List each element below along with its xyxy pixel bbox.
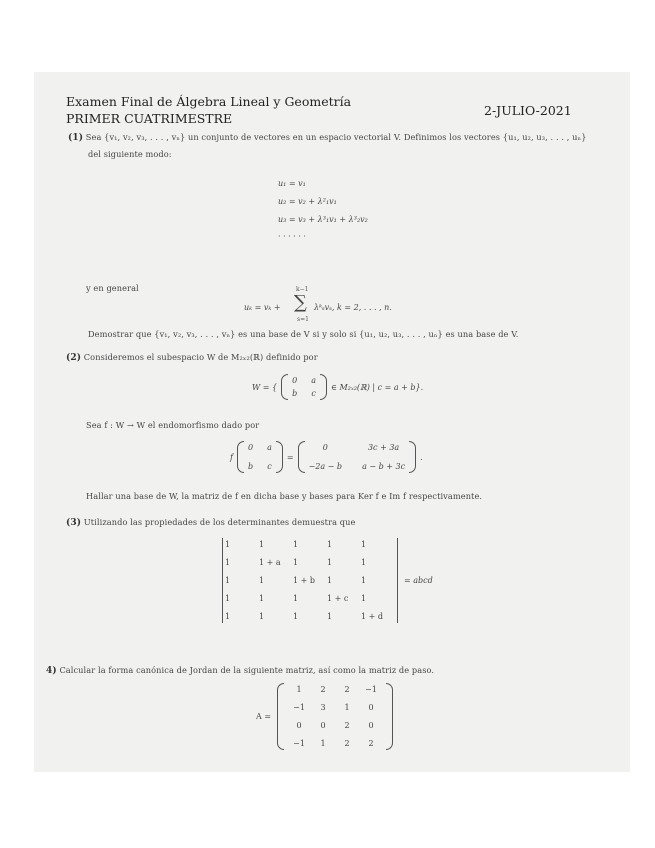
problem-1-line-1 (68, 132, 587, 143)
equation-u2: u₂ = v₂ + λ²₁v₁ (278, 197, 337, 206)
determinant-cell: 1 (293, 612, 299, 621)
determinant-cell: 1 (259, 594, 265, 603)
determinant-cell: 1 (293, 558, 299, 567)
matrix-a-cell: −1 (365, 685, 377, 694)
exam-subtitle: PRIMER CUATRIMESTRE (66, 111, 233, 126)
f-argument-matrix (237, 441, 283, 473)
matrix-a-grid (284, 683, 386, 750)
problem-1-line-2: del siguiente modo: (88, 149, 172, 159)
f-arg-left-bracket (237, 441, 244, 473)
determinant-cell: 1 (259, 540, 265, 549)
matrix-a-cell: 0 (296, 721, 302, 730)
matrix-a-left-bracket (277, 683, 284, 750)
determinant-right-bar (397, 538, 398, 623)
summation-symbol: ∑ (294, 292, 307, 313)
determinant-cell: 1 + d (361, 612, 383, 621)
determinant-cell: 1 (327, 576, 333, 585)
determinant (222, 538, 398, 623)
determinant-grid (223, 538, 397, 623)
f-label: f (230, 452, 233, 462)
f-image-cell: −2a − b (308, 462, 343, 471)
matrix-a-cell: 2 (368, 739, 374, 748)
determinant-cell: 1 (361, 540, 367, 549)
matrix-a-cell: 1 (320, 739, 326, 748)
matrix-a-cell: 1 (344, 703, 350, 712)
determinant-cell: 1 (225, 612, 231, 621)
f-arg-cell: c (267, 462, 272, 471)
f-image-right-bracket (409, 441, 416, 473)
endomorphism-intro: Sea f : W → W el endomorfismo dado por (86, 420, 260, 430)
problem-2-intro: Consideremos el subespacio W de M₂ₓ₂(ℝ) definido por (83, 352, 318, 362)
determinant-cell: 1 (225, 576, 231, 585)
f-arg-cell: b (247, 462, 254, 471)
determinant-cell: 1 (327, 612, 333, 621)
problem-2-line-1 (66, 352, 318, 363)
w-matrix-right-bracket (320, 374, 327, 400)
w-matrix (281, 374, 327, 400)
determinant-cell: 1 + c (327, 594, 349, 603)
f-image-cell: 0 (322, 443, 328, 452)
w-matrix-left-bracket (281, 374, 288, 400)
matrix-a-cell: 0 (368, 721, 374, 730)
w-matrix-cell: a (311, 376, 317, 385)
determinant-cell: 1 (225, 558, 231, 567)
endomorphism-definition (230, 441, 423, 473)
f-dot: . (420, 452, 423, 462)
w-matrix-cell: b (292, 389, 298, 398)
sum-upper-limit: k−1 (296, 286, 309, 293)
f-arg-cell: 0 (247, 443, 254, 452)
determinant-cell: 1 (361, 576, 367, 585)
f-arg-cell: a (267, 443, 272, 452)
problem-4-number: 4) (46, 666, 57, 676)
determinant-cell: 1 (327, 540, 333, 549)
problem-4-line-1 (46, 665, 434, 676)
determinant-cell: 1 (225, 594, 231, 603)
problem-1-conclusion: Demostrar que {v₁, v₂, v₃, . . . , vₙ} es una base de V si y solo si {u₁, u₂, u₃, . . . , uₙ} es una base de V. (88, 329, 519, 339)
problem-2-task: Hallar una base de W, la matriz de f en dicha base y bases para Ker f e Im f respectivamente. (86, 491, 483, 501)
w-left: W = { (252, 382, 278, 392)
determinant-equation (222, 538, 433, 623)
determinant-cell: 1 (225, 540, 231, 549)
problem-3-line-1 (66, 517, 355, 528)
matrix-a-definition (256, 683, 393, 750)
f-image-matrix (298, 441, 417, 473)
matrix-a-cell: −1 (293, 739, 305, 748)
w-matrix-cell: 0 (292, 376, 298, 385)
determinant-cell: 1 (259, 612, 265, 621)
equation-u1: u₁ = v₁ (278, 179, 306, 188)
equation-general-right: λᵏₛvₛ, k = 2, . . . , n. (314, 303, 392, 312)
problem-4-intro: Calcular la forma canónica de Jordan de la siguiente matriz, así como la matriz de paso. (59, 665, 435, 675)
w-matrix-cell: c (311, 389, 316, 398)
determinant-cell: 1 + b (293, 576, 315, 585)
determinant-cell: 1 (293, 540, 299, 549)
problem-1-number: (1) (68, 133, 84, 143)
problem-1-text: Sea {v₁, v₂, v₃, . . . , vₙ} un conjunto de vectores en un espacio vectorial V. Definimos los vectores {u₁, u₂, u₃, . . . , uₙ} (85, 132, 587, 142)
sum-lower-limit: s=1 (297, 316, 309, 323)
matrix-a-cell: 0 (368, 703, 374, 712)
matrix-a-cell: 2 (344, 739, 350, 748)
matrix-a-right-bracket (386, 683, 393, 750)
matrix-a-cell: 1 (296, 685, 302, 694)
w-right: ∈ M₂ₓ₂(ℝ) | c = a + b}. (331, 382, 424, 392)
determinant-cell: 1 + a (259, 558, 281, 567)
f-arg-right-bracket (276, 441, 283, 473)
f-image-left-bracket (298, 441, 305, 473)
general-label: y en general (86, 283, 139, 293)
determinant-cell: 1 (293, 594, 299, 603)
matrix-a-cell: 2 (344, 721, 350, 730)
exam-title: Examen Final de Álgebra Lineal y Geometría (66, 94, 352, 109)
f-image-cell: a − b + 3c (362, 462, 406, 471)
determinant-cell: 1 (327, 558, 333, 567)
equals-sign: = (286, 452, 294, 462)
subspace-w-definition (252, 374, 423, 400)
f-image-cell: 3c + 3a (367, 443, 400, 452)
problem-2-number: (2) (66, 353, 82, 363)
determinant-result: = abcd (404, 576, 433, 585)
matrix-a-label: A = (256, 712, 272, 721)
determinant-cell: 1 (361, 594, 367, 603)
problem-3-number: (3) (66, 518, 82, 528)
matrix-a-cell: 0 (320, 721, 326, 730)
matrix-a-cell: −1 (293, 703, 305, 712)
matrix-a-cell: 2 (344, 685, 350, 694)
exam-date: 2-JULIO-2021 (484, 103, 572, 118)
determinant-cell: 1 (259, 576, 265, 585)
matrix-a-cell: 2 (320, 685, 326, 694)
equation-u3: u₃ = v₃ + λ³₁v₁ + λ³₂v₂ (278, 215, 368, 224)
problem-3-intro: Utilizando las propiedades de los determinantes demuestra que (83, 517, 356, 527)
matrix-a-cell: 3 (320, 703, 326, 712)
determinant-cell: 1 (361, 558, 367, 567)
equation-general-left: uₖ = vₖ + (244, 303, 281, 312)
matrix-a (277, 683, 393, 750)
equation-dots: · · · · · · (278, 232, 306, 241)
